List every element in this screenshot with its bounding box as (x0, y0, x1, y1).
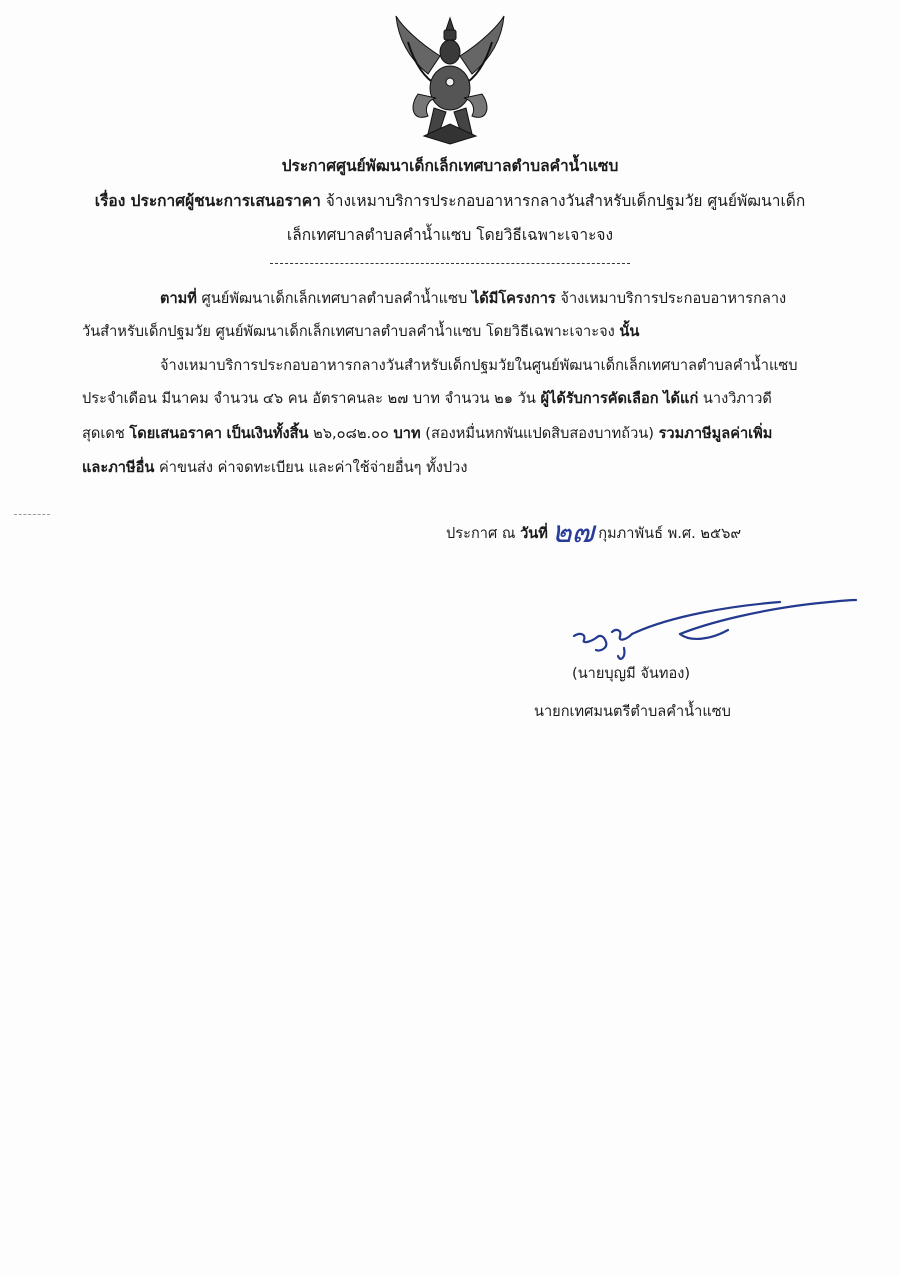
subject-text: จ้างเหมาบริการประกอบอาหารกลางวันสำหรับเด็กปฐมวัย ศูนย์พัฒนาเด็ก (320, 192, 806, 210)
p2-line2-bold-2: ได้แก่ (663, 390, 699, 407)
garuda-emblem-icon (388, 12, 512, 146)
p2-line3-bold-1: โดยเสนอราคา (129, 425, 222, 442)
paragraph-2-line-3 (82, 424, 772, 444)
p1-bold-2: ได้มีโครงการ (471, 290, 556, 307)
p1-text-2: จ้างเหมาบริการประกอบอาหารกลาง (555, 290, 787, 307)
handwritten-signature (560, 592, 860, 662)
announcement-date (446, 515, 742, 550)
p1-line-2: วันสำหรับเด็กปฐมวัย ศูนย์พัฒนาเด็กเล็กเทศบาลตำบลคำน้ำแซบ โดยวิธีเฉพาะเจาะจง (82, 323, 620, 340)
p1-bold-3: นั้น (619, 323, 640, 340)
p2-line2-tail: นางวิภาวดี (698, 390, 772, 407)
scan-mark (14, 514, 50, 515)
p1-text-1: ศูนย์พัฒนาเด็กเล็กเทศบาลตำบลคำน้ำแซบ (196, 290, 472, 307)
subject-line (60, 191, 840, 211)
p2-line4-text: ค่าขนส่ง ค่าจดทะเบียน และค่าใช้จ่ายอื่นๆ ทั้งปวง (154, 459, 468, 476)
p2-line4-bold: และภาษีอื่น (82, 459, 155, 476)
p2-line3-bold-4: รวมภาษีมูลค่าเพิ่ม (658, 425, 773, 442)
month-year: กุมภาพันธ์ พ.ศ. ๒๕๖๙ (598, 525, 742, 542)
handwritten-day: ๒๗ (551, 515, 595, 550)
p2-line2-text: ประจำเดือน มีนาคม จำนวน ๔๖ คน อัตราคนละ ๒๗ บาท จำนวน ๒๑ วัน (82, 390, 541, 407)
paragraph-1-line-1 (160, 289, 786, 309)
p1-bold-1: ตามที่ (160, 290, 197, 307)
p2-line2-bold-1: ผู้ได้รับการคัดเลือก (540, 390, 659, 407)
amount-in-words: (สองหมื่นหกพันแปดสิบสองบาทถ้วน) (420, 425, 659, 442)
subject-label: เรื่อง ประกาศผู้ชนะการเสนอราคา (94, 192, 321, 210)
day-label: วันที่ (520, 525, 548, 542)
document-title: ประกาศศูนย์พัฒนาเด็กเล็กเทศบาลตำบลคำน้ำแซบ (281, 157, 619, 175)
paragraph-2-line-1: จ้างเหมาบริการประกอบอาหารกลางวันสำหรับเด็กปฐมวัยในศูนย์พัฒนาเด็กเล็กเทศบาลตำบลคำน้ำแซบ (160, 357, 798, 374)
signer-position: นายกเทศมนตรีตำบลคำน้ำแซบ (534, 703, 731, 720)
subject-line-2: เล็กเทศบาลตำบลคำน้ำแซบ โดยวิธีเฉพาะเจาะจง (286, 226, 614, 244)
signer-name: (นายบุญมี จันทอง) (572, 665, 691, 682)
p2-line3-bold-3: บาท (393, 425, 421, 442)
divider (270, 263, 630, 264)
p2-line3-text-1: สุดเดช (82, 425, 130, 442)
p2-line3-bold-2: เป็นเงินทั้งสิ้น (226, 425, 309, 442)
announce-prefix: ประกาศ ณ (446, 525, 521, 542)
paragraph-1-line-2 (82, 322, 639, 342)
paragraph-2-line-4 (82, 458, 467, 478)
amount: ๒๖,๐๘๒.๐๐ (308, 425, 394, 442)
paragraph-2-line-2 (82, 389, 772, 409)
